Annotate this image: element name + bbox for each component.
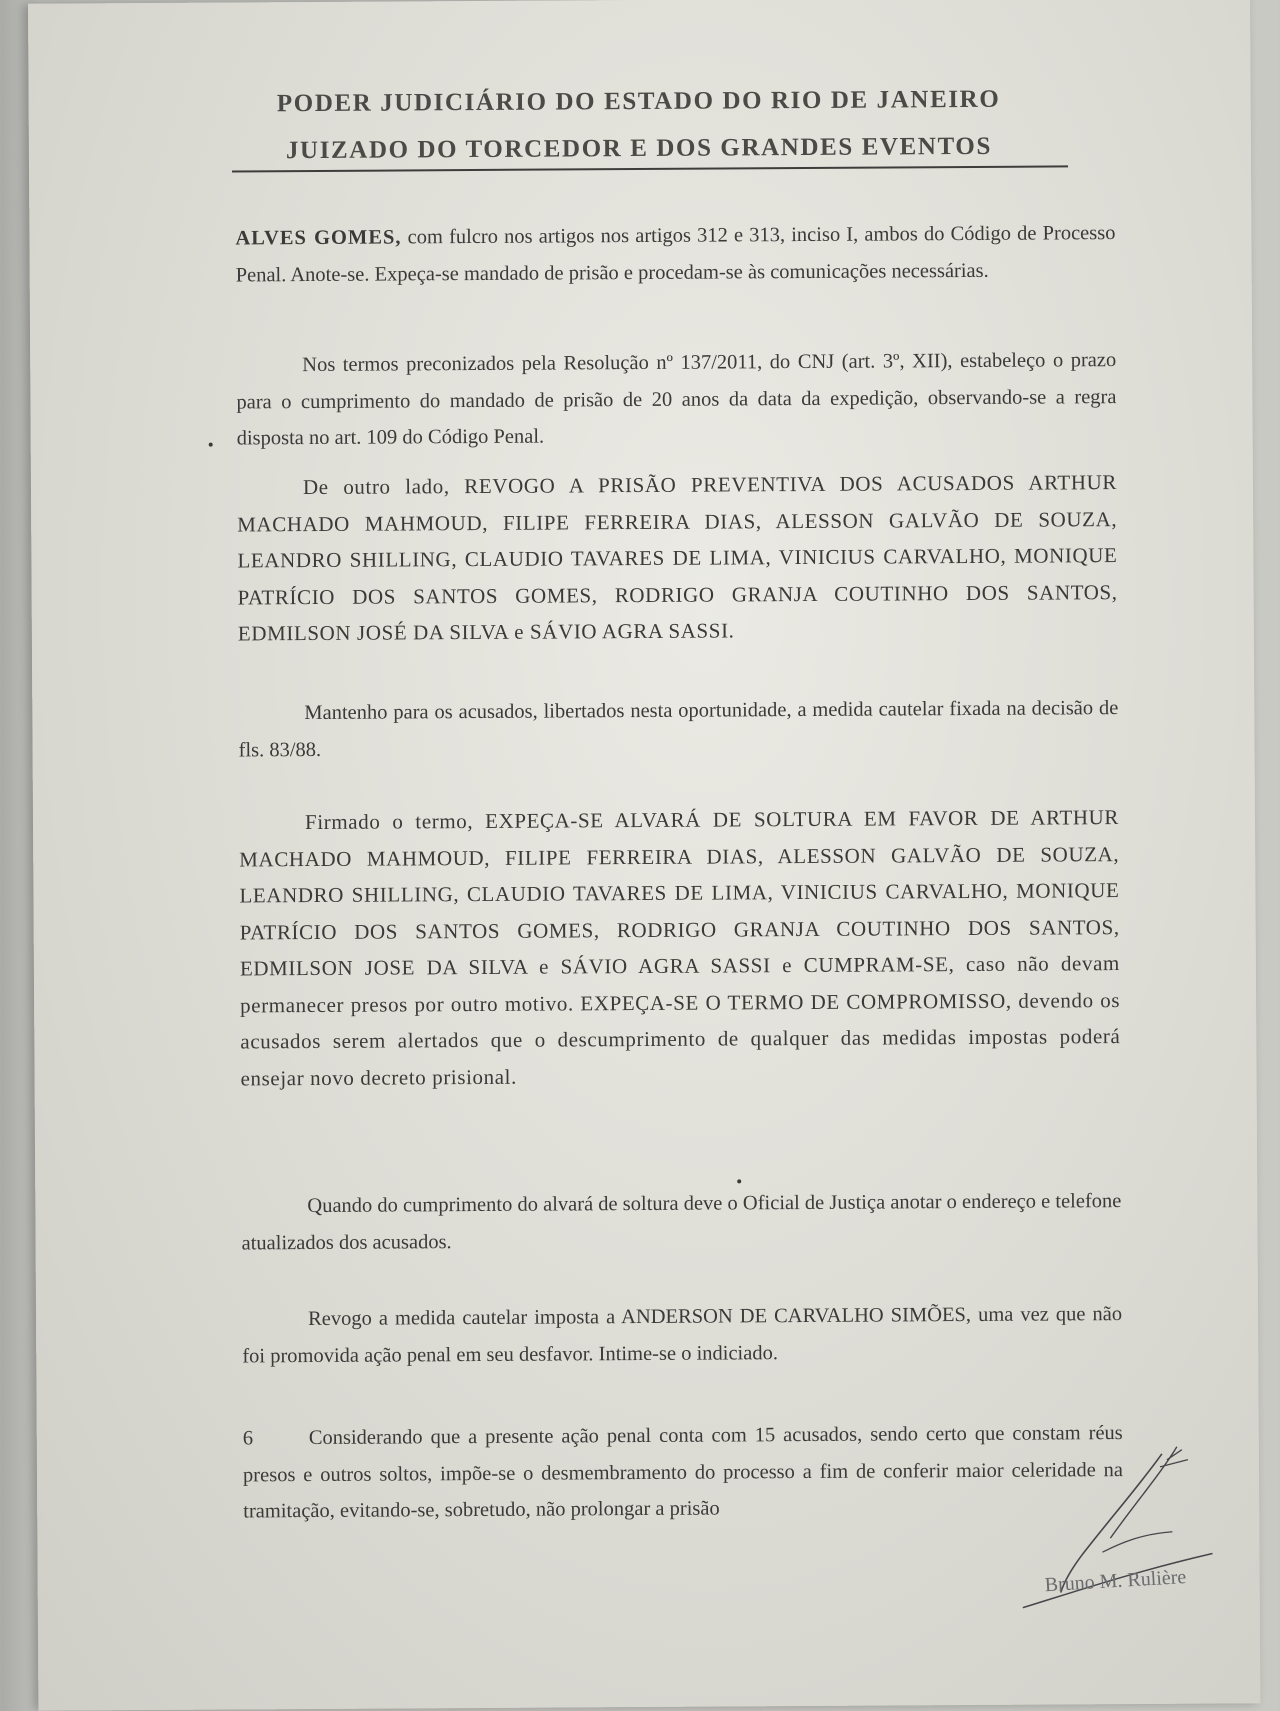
court-name-heading: PODER JUDICIÁRIO DO ESTADO DO RIO DE JANEIRO (276, 85, 1001, 118)
defendant-name-lead: ALVES GOMES, (235, 226, 402, 250)
paper-speck (737, 1179, 741, 1183)
paragraph-4 (238, 690, 1118, 768)
header-divider (232, 165, 1068, 172)
signatory-name: Bruno M. Rulière (1044, 1565, 1187, 1597)
paragraph-5 (239, 799, 1121, 1096)
paragraph-3-text: De outro lado, REVOGO A PRISÃO PREVENTIVA DOS ACUSADOS ARTHUR MACHADO MAHMOUD, FILIPE FERREIRA DIAS, ALESSON GALVÃO DE SOUZA, LEANDRO SHILLING, CLAUDIO TAVARES DE LIMA, VINICIUS CARVALHO, MONIQUE PATRÍCIO DOS SANTOS GOMES, RODRIGO GRANJA COUTINHO DOS SANTOS, EDMILSON JOSÉ DA SILVA e SÁVIO AGRA SASSI. (237, 470, 1118, 646)
paragraph-1 (235, 215, 1115, 293)
paragraph-5-text: Firmado o termo, EXPEÇA-SE ALVARÁ DE SOLTURA EM FAVOR DE ARTHUR MACHADO MAHMOUD, FILIPE FERREIRA DIAS, ALESSON GALVÃO DE SOUZA, LEANDRO SHILLING, CLAUDIO TAVARES DE LIMA, VINICIUS CARVALHO, MONIQUE PATRÍCIO DOS SANTOS GOMES, RODRIGO GRANJA COUTINHO DOS SANTOS, EDMILSON JOSE DA SILVA e SÁVIO AGRA SASSI e CUMPRAM-SE, caso não devam permanecer presos por outro motivo. EXPEÇA-SE O TERMO DE COMPROMISSO, devendo os acusados serem alertados que o descumprimento de qualquer das medidas impostas poderá ensejar novo decreto prisional. (239, 805, 1121, 1090)
paper-speck (209, 443, 213, 447)
paragraph-2 (236, 342, 1117, 457)
paragraph-8 (243, 1415, 1124, 1530)
paragraph-4-text: Mantenho para os acusados, libertados nesta oportunidade, a medida cautelar fixada na decisão de fls. 83/88. (238, 697, 1119, 761)
paragraph-7 (242, 1296, 1122, 1374)
paragraph-2-text: Nos termos preconizados pela Resolução nº 137/2011, do CNJ (art. 3º, XII), estabeleço o prazo para o cumprimento do mandado de prisão de 20 anos da data da expedição, observando-se a regra disposta no art. 109 do Código Penal. (236, 349, 1117, 450)
paragraph-6 (241, 1183, 1121, 1261)
paragraph-3 (237, 464, 1118, 652)
paragraph-8-text: Considerando que a presente ação penal conta com 15 acusados, sendo certo que constam réus presos e outros soltos, impõe-se o desmembramento do processo a fim de conferir maior celeridade na tramitação, evitando-se, sobretudo, não prolongar a prisão (242, 1422, 1124, 1523)
paragraph-7-text: Revogo a medida cautelar imposta a ANDERSON DE CARVALHO SIMÕES, uma vez que não foi promovida ação penal em seu desfavor. Intime-se o indiciado. (242, 1303, 1123, 1367)
paragraph-number: 6 (242, 1427, 254, 1450)
court-division-heading: JUIZADO DO TORCEDOR E DOS GRANDES EVENTOS (285, 132, 992, 165)
document-page (28, 0, 1260, 1711)
paragraph-1-text: com fulcro nos artigos nos artigos 312 e 313, inciso I, ambos do Código de Processo Penal. Anote-se. Expeça-se mandado de prisão e procedam-se às comunicações necessárias. (235, 222, 1116, 286)
paragraph-6-text: Quando do cumprimento do alvará de soltura deve o Oficial de Justiça anotar o endereço e telefone atualizados dos acusados. (241, 1190, 1122, 1254)
